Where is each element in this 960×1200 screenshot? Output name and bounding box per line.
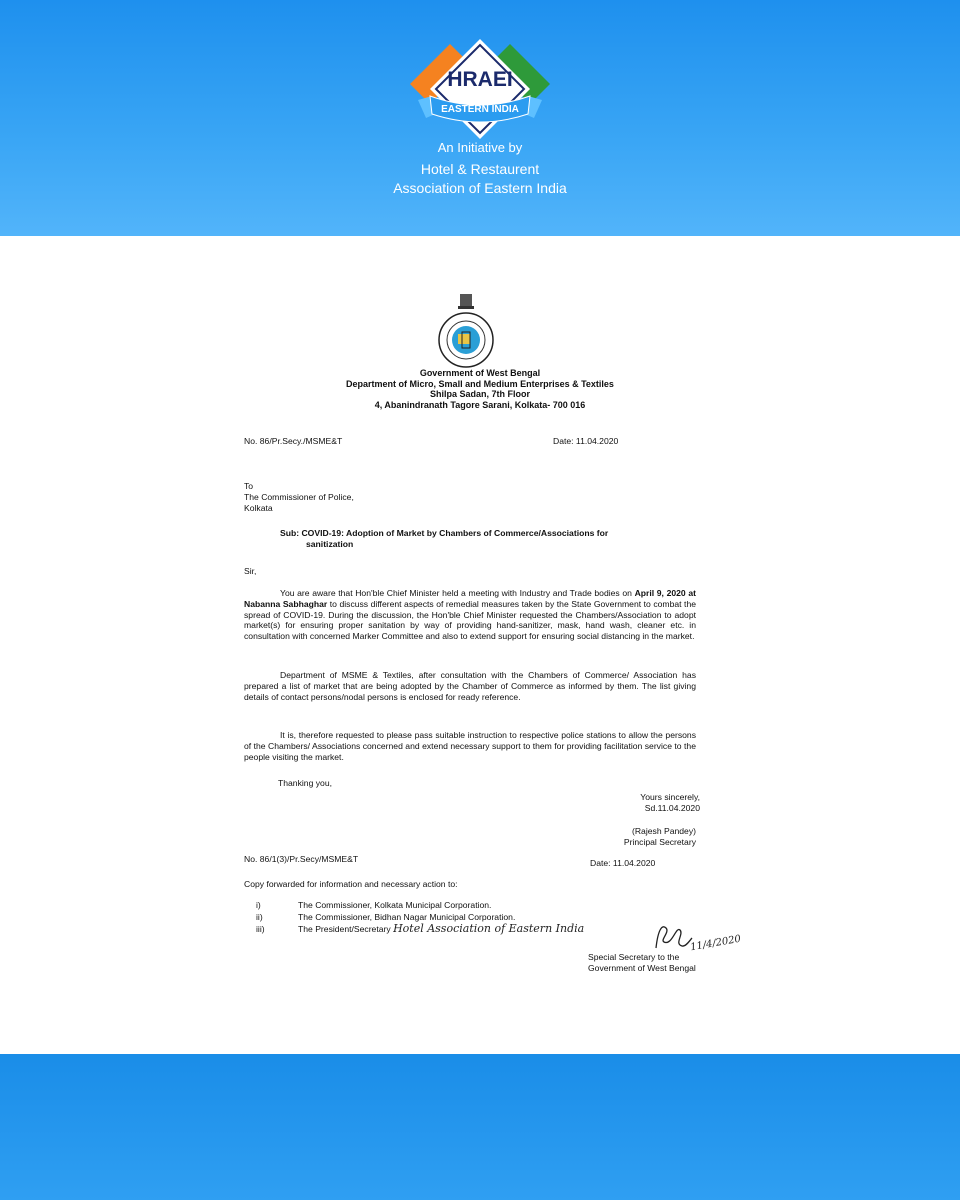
handwritten-signature bbox=[650, 920, 694, 954]
signatory-block bbox=[606, 826, 696, 848]
salutation: Sir, bbox=[244, 566, 257, 576]
west-bengal-emblem bbox=[436, 292, 496, 372]
initiative-org bbox=[0, 160, 960, 198]
handwritten-date: 11/4/2020 bbox=[689, 933, 742, 954]
special-secretary-line2: Government of West Bengal bbox=[588, 963, 696, 973]
handwritten-addition: Hotel Association of Eastern India bbox=[393, 922, 585, 935]
reference-number: No. 86/Pr.Secy./MSME&T bbox=[244, 436, 343, 446]
closing-block bbox=[610, 792, 700, 814]
letter-header bbox=[300, 368, 660, 410]
letter-date: Date: 11.04.2020 bbox=[553, 436, 619, 446]
recipient-city: Kolkata bbox=[244, 503, 273, 513]
header-line1: Government of West Bengal bbox=[419, 368, 541, 378]
copy-item: i) The Commissioner, Kolkata Municipal Corporation. bbox=[256, 900, 492, 910]
initiative-line1: An Initiative by bbox=[437, 140, 523, 155]
header-line4: 4, Abanindranath Tagore Sarani, Kolkata- 700 016 bbox=[374, 399, 586, 410]
top-banner bbox=[0, 0, 960, 236]
signed-date: Sd.11.04.2020 bbox=[644, 803, 700, 813]
paragraph-1 bbox=[244, 588, 696, 642]
signatory-name: (Rajesh Pandey) bbox=[631, 826, 696, 836]
header-line2: Department of Micro, Small and Medium Enterprises & Textiles bbox=[346, 378, 614, 389]
initiative-line3: Association of Eastern India bbox=[393, 180, 567, 196]
copy-item: ii) The Commissioner, Bidhan Nagar Municipal Corporation. bbox=[256, 911, 516, 922]
to-label: To bbox=[244, 481, 254, 491]
yours-sincerely: Yours sincerely, bbox=[640, 792, 700, 802]
copy-forwarded: Copy forwarded for information and necessary action to: bbox=[244, 879, 458, 889]
para1-rest: to discuss different aspects of remedial measures taken by the State Government to combat the spread of COVID-19. During the discussion, the Hon'ble Chief Minister requested the Chambers/Association to adopt market(s) for ensuring proper sanitation by way of providing hand-sanitizer, mask, hand wash, cleaner etc. in consultation with concerned Marker Committee and also to extend support for ensuring social distancing in the market. bbox=[244, 598, 696, 642]
copy-item: iii) The President/Secretary Hotel Association of Eastern India bbox=[256, 922, 585, 935]
subject-line1: Sub: COVID-19: Adoption of Market by Chambers of Commerce/Associations for bbox=[280, 528, 609, 538]
recipient-name: The Commissioner of Police, bbox=[244, 492, 354, 502]
reference-number-2: No. 86/1(3)/Pr.Secy/MSME&T bbox=[244, 854, 359, 864]
thanking: Thanking you, bbox=[278, 778, 332, 788]
copy-list bbox=[256, 900, 584, 936]
para1-bold: April 9, 2020 at Nabanna Sabhaghar bbox=[244, 588, 696, 609]
paragraph-2: Department of MSME & Textiles, after consultation with the Chambers of Commerce/ Association has prepared a list of market that are being adopted by the Chamber of Commerce as informed by them. The list giving details of contact persons/nodal persons is enclosed for ready reference. bbox=[244, 670, 696, 702]
bottom-banner bbox=[0, 1054, 960, 1200]
header-line3: Shilpa Sadan, 7th Floor bbox=[429, 389, 530, 399]
signatory-title: Principal Secretary bbox=[623, 837, 696, 847]
logo-text: HRAEI bbox=[447, 68, 513, 91]
special-secretary-line1: Special Secretary to the bbox=[588, 952, 680, 962]
para1-start: You are aware that Hon'ble Chief Minister held a meeting with Industry and Trade bodies on bbox=[280, 588, 632, 598]
subject bbox=[280, 528, 700, 550]
recipient-block bbox=[244, 481, 354, 514]
initiative-line2: Hotel & Restaurent bbox=[420, 161, 540, 177]
subject-line2: sanitization bbox=[306, 539, 354, 549]
paragraph-3: It is, therefore requested to please pass suitable instruction to respective police stations to allow the persons of the Chambers/ Associations concerned and extend necessary support to them for providing facilitation service to the people visiting the market. bbox=[244, 730, 696, 762]
letter-date-2: Date: 11.04.2020 bbox=[590, 858, 656, 868]
special-secretary-block bbox=[588, 952, 696, 974]
hraei-logo bbox=[400, 34, 560, 154]
logo-ribbon-text: EASTERN INDIA bbox=[441, 104, 519, 115]
